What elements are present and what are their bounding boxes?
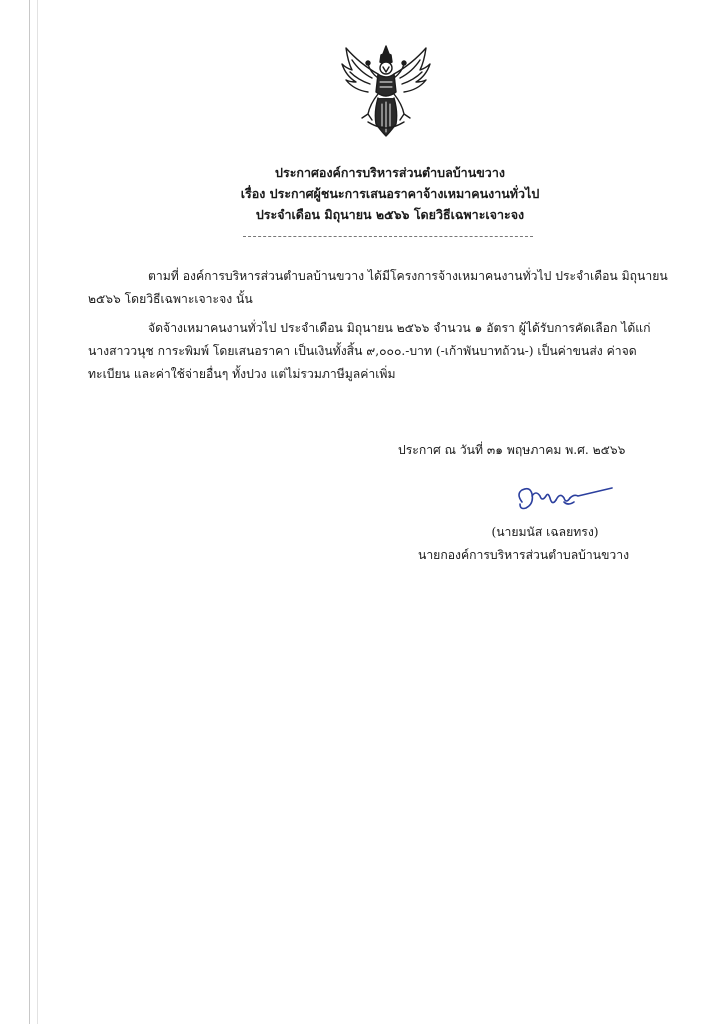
garuda-emblem-icon xyxy=(338,42,434,140)
heading-divider xyxy=(243,236,533,237)
signer-position: นายกองค์การบริหารส่วนตำบลบ้านขวาง xyxy=(418,548,630,562)
paragraph-1-line-1: ตามที่ องค์การบริหารส่วนตำบลบ้านขวาง ได้มีโครงการจ้างเหมาคนงานทั่วไป ประจำเดือน มิถุนายน xyxy=(148,269,668,283)
announcement-date: ประกาศ ณ วันที่ ๓๑ พฤษภาคม พ.ศ. ๒๕๖๖ xyxy=(398,443,626,457)
paragraph-2-line-2: นางสาววนุช การะพิมพ์ โดยเสนอราคา เป็นเงินทั้งสิ้น ๙,๐๐๐.-บาท (-เก้าพันบาทถ้วน-) เป็นค่าขนส่ง ค่าจด xyxy=(88,344,637,358)
signer-name: (นายมนัส เฉลยทรง) xyxy=(491,525,599,539)
document-period: ประจำเดือน มิถุนายน ๒๕๖๖ โดยวิธีเฉพาะเจาะจง xyxy=(255,207,525,222)
paragraph-2-line-3: ทะเบียน และค่าใช้จ่ายอื่นๆ ทั้งปวง แต่ไม่รวมภาษีมูลค่าเพิ่ม xyxy=(88,367,396,381)
document-subject: เรื่อง ประกาศผู้ชนะการเสนอราคาจ้างเหมาคนงานทั่วไป xyxy=(240,186,540,201)
handwritten-signature-icon xyxy=(512,480,620,516)
scan-edge-line xyxy=(37,0,38,1024)
paragraph-1-line-2: ๒๕๖๖ โดยวิธีเฉพาะเจาะจง นั้น xyxy=(88,292,253,306)
paragraph-2-line-1: จัดจ้างเหมาคนงานทั่วไป ประจำเดือน มิถุนายน ๒๕๖๖ จำนวน ๑ อัตรา ผู้ได้รับการคัดเลือก ได้แก่ xyxy=(148,321,651,335)
document-title: ประกาศองค์การบริหารส่วนตำบลบ้านขวาง xyxy=(275,165,505,180)
scan-edge-line xyxy=(29,0,30,1024)
